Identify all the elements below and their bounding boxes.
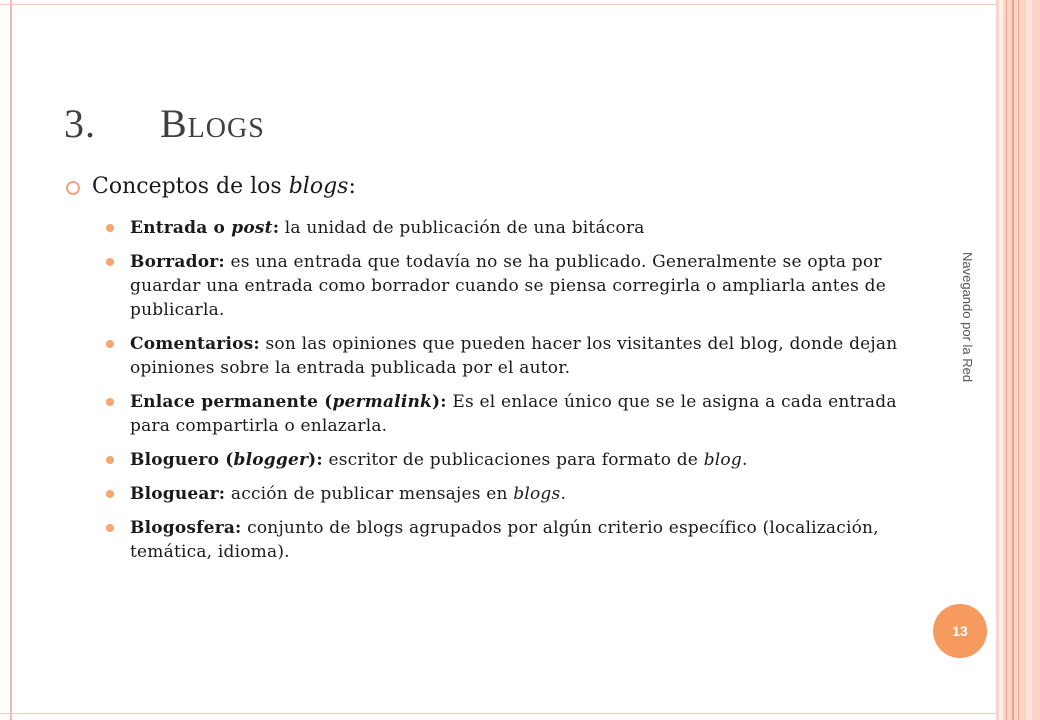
concept-description-italic: blogs bbox=[513, 484, 561, 504]
concept-term-italic: blogger bbox=[233, 450, 309, 470]
concept-term-text: Bloguero ( bbox=[130, 450, 234, 470]
concept-term-suffix: : bbox=[272, 218, 280, 238]
bullet-dot-icon bbox=[106, 524, 114, 532]
bottom-border bbox=[0, 713, 1040, 714]
bullet-dot-icon bbox=[106, 340, 114, 348]
slide-content bbox=[66, 172, 902, 574]
section-heading-italic: blogs bbox=[288, 174, 349, 199]
concept-list bbox=[66, 216, 902, 564]
bullet-dot-icon bbox=[106, 490, 114, 498]
concept-term bbox=[130, 334, 260, 354]
concept-term-text: Borrador: bbox=[130, 252, 225, 272]
concept-item bbox=[66, 250, 902, 322]
concept-item bbox=[66, 448, 902, 472]
concept-description: escritor de publicaciones para formato de bbox=[322, 450, 704, 470]
section-heading bbox=[66, 172, 902, 202]
section-heading-suffix: : bbox=[348, 174, 356, 199]
bullet-dot-icon bbox=[106, 258, 114, 266]
concept-term-text: Blogosfera: bbox=[130, 518, 242, 538]
slide-number: 3. bbox=[64, 101, 96, 146]
bullet-dot-icon bbox=[106, 224, 114, 232]
concept-description: Es el enlace único que se le asigna a cada entrada para compartirla o enlazarla. bbox=[130, 392, 897, 436]
concept-term bbox=[130, 218, 279, 238]
concept-term-text: Comentarios: bbox=[130, 334, 260, 354]
concept-term bbox=[130, 450, 323, 470]
concept-term bbox=[130, 392, 447, 412]
bullet-dot-icon bbox=[106, 398, 114, 406]
concept-description: la unidad de publicación de una bitácora bbox=[279, 218, 645, 238]
section-heading-text: Conceptos de los bbox=[92, 174, 289, 199]
concept-term-text: Entrada o bbox=[130, 218, 232, 238]
left-border bbox=[10, 0, 12, 720]
concept-term bbox=[130, 484, 225, 504]
concept-term-suffix: ): bbox=[432, 392, 447, 412]
concept-description: son las opiniones que pueden hacer los visitantes del blog, donde dejan opiniones sobre la entrada publicada por el autor. bbox=[130, 334, 898, 378]
concept-term-text: Bloguear: bbox=[130, 484, 226, 504]
concept-term-text: Enlace permanente ( bbox=[130, 392, 333, 412]
concept-item bbox=[66, 332, 902, 380]
concept-description: conjunto de blogs agrupados por algún criterio específico (localización, temática, idioma). bbox=[130, 518, 879, 562]
concept-description-suffix: . bbox=[560, 484, 567, 504]
slide-title-text: Blogs bbox=[160, 101, 265, 146]
concept-term bbox=[130, 252, 225, 272]
concept-item bbox=[66, 216, 902, 240]
slide-title bbox=[64, 100, 265, 147]
concept-term-suffix: ): bbox=[308, 450, 323, 470]
right-decorative-panel bbox=[996, 0, 1040, 720]
concept-description-italic: blog bbox=[703, 450, 742, 470]
concept-term-italic: permalink bbox=[332, 392, 433, 412]
concept-term-italic: post bbox=[231, 218, 273, 238]
concept-item bbox=[66, 390, 902, 438]
concept-description-suffix: . bbox=[741, 450, 748, 470]
top-border bbox=[0, 4, 1040, 5]
concept-description: acción de publicar mensajes en bbox=[225, 484, 514, 504]
concept-item bbox=[66, 516, 902, 564]
bullet-dot-icon bbox=[106, 456, 114, 464]
concept-description: es una entrada que todavía no se ha publicado. Generalmente se opta por guardar una entrada como borrador cuando se piensa corregirla o ampliarla antes de publicarla. bbox=[130, 252, 886, 320]
side-caption: Navegando por la Red bbox=[960, 252, 975, 383]
page-number-badge: 13 bbox=[933, 604, 987, 658]
concept-item bbox=[66, 482, 902, 506]
concept-term bbox=[130, 518, 242, 538]
ring-bullet-icon bbox=[66, 181, 80, 195]
